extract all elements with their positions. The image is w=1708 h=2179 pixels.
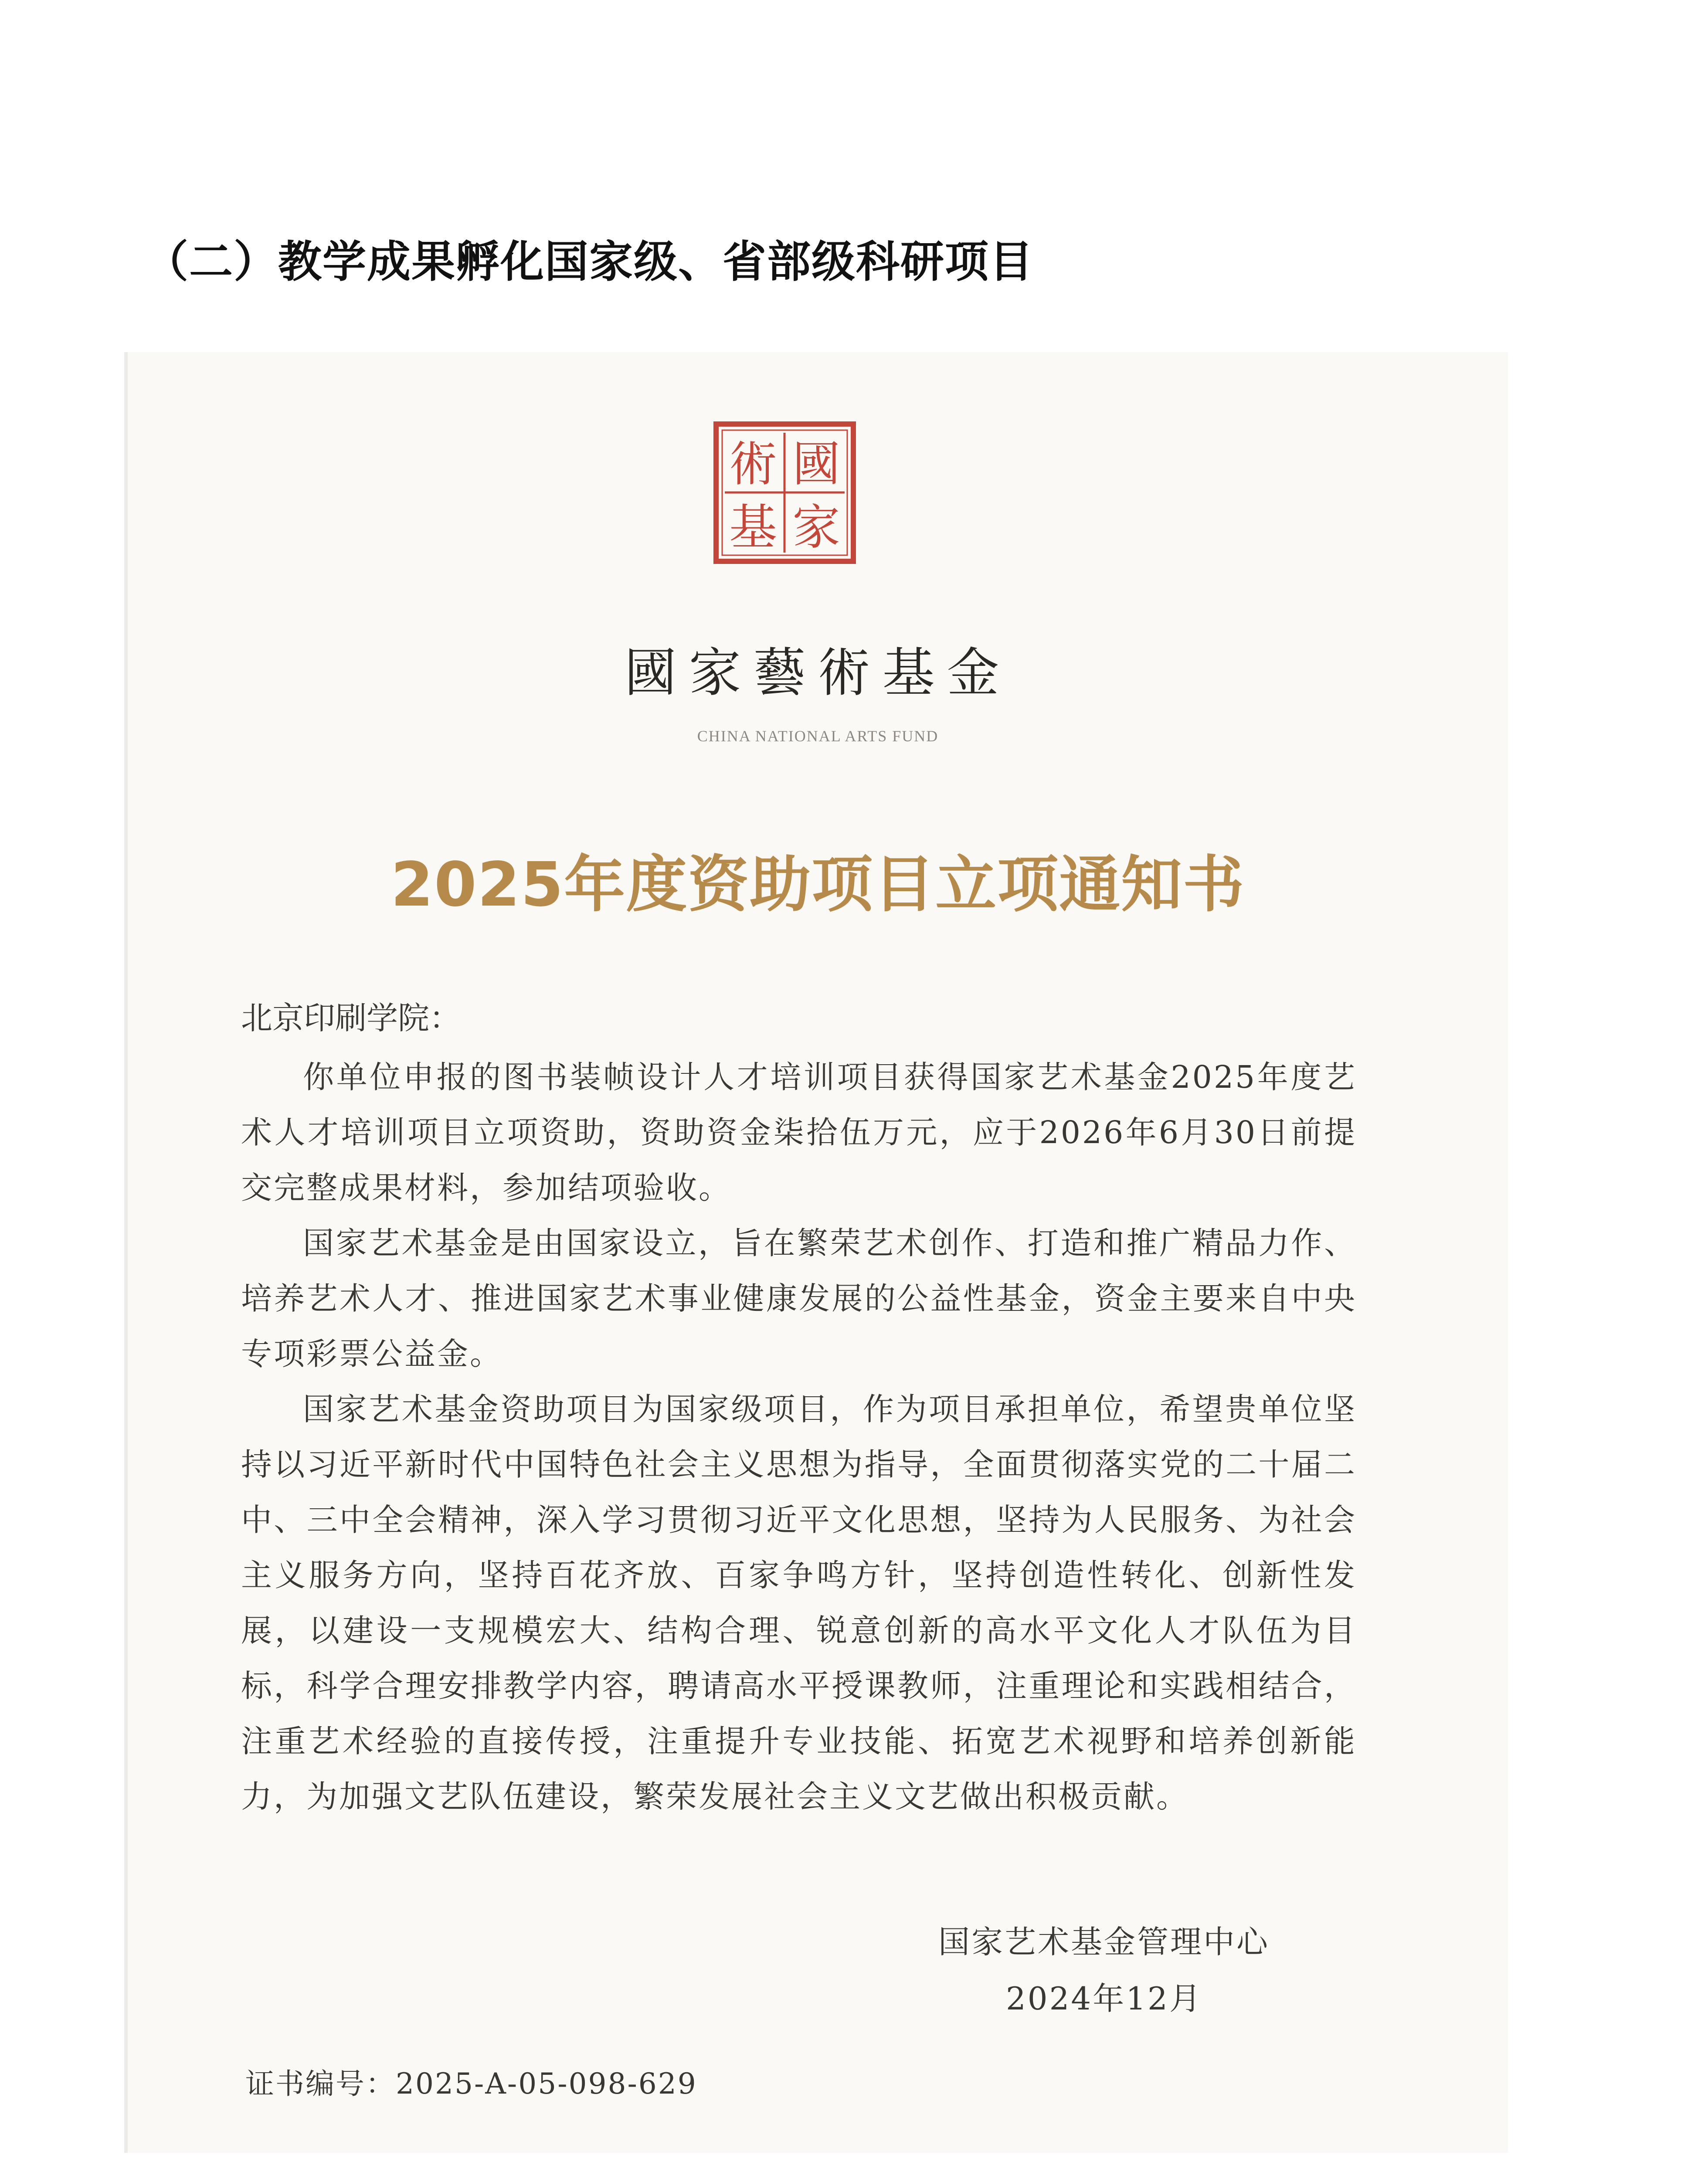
body-paragraph: 你单位申报的图书装帧设计人才培训项目获得国家艺术基金2025年度艺术人才培训项目立项资助，资助资金柒拾伍万元，应于2026年6月30日前提交完整成果材料，参加结项验收。	[241, 1059, 1357, 1206]
body-paragraph: 国家艺术基金资助项目为国家级项目，作为项目承担单位，希望贵单位坚持以习近平新时代中国特色社会主义思想为指导，全面贯彻落实党的二十届二中、三中全会精神，深入学习贯彻习近平文化思想，坚持为人民服务、为社会主义服务方向，坚持百花齐放、百家争鸣方针，坚持创造性转化、创新性发展，以建设一支规模宏大、结构合理、锐意创新的高水平文化人才队伍为目标，科学合理安排教学内容，聘请高水平授课教师，注重理论和实践相结合，注重艺术经验的直接传授，注重提升专业技能、拓宽艺术视野和培养创新能力，为加强文艺队伍建设，繁荣发展社会主义文艺做出积极贡献。	[241, 1391, 1357, 1815]
certificate-number: 证书编号：2025-A-05-098-629	[245, 2067, 697, 2101]
fund-seal-logo	[712, 420, 858, 566]
certificate-image	[124, 352, 1508, 2153]
body-paragraph: 国家艺术基金是由国家设立，旨在繁荣艺术创作、打造和推广精品力作、培养艺术人才、推进国家艺术事业健康发展的公益性基金，资金主要来自中央专项彩票公益金。	[241, 1225, 1357, 1372]
notice-body	[241, 1049, 1357, 1824]
svg-text:基: 基	[729, 499, 777, 555]
fund-name: 國家藝術基金	[624, 643, 1012, 703]
svg-text:術: 術	[729, 436, 777, 492]
recipient-line: 北京印刷学院：	[241, 1000, 461, 1036]
signature-date: 2024年12月	[1006, 1980, 1202, 2017]
svg-text:家: 家	[792, 499, 840, 555]
signature-organization: 国家艺术基金管理中心	[938, 1924, 1270, 1960]
notice-title: 2025年度资助项目立项通知书	[390, 849, 1245, 920]
fund-name-english: CHINA NATIONAL ARTS FUND	[697, 727, 939, 745]
svg-text:國: 國	[792, 436, 840, 492]
section-heading: （二）教学成果孵化国家级、省部级科研项目	[145, 236, 1034, 287]
